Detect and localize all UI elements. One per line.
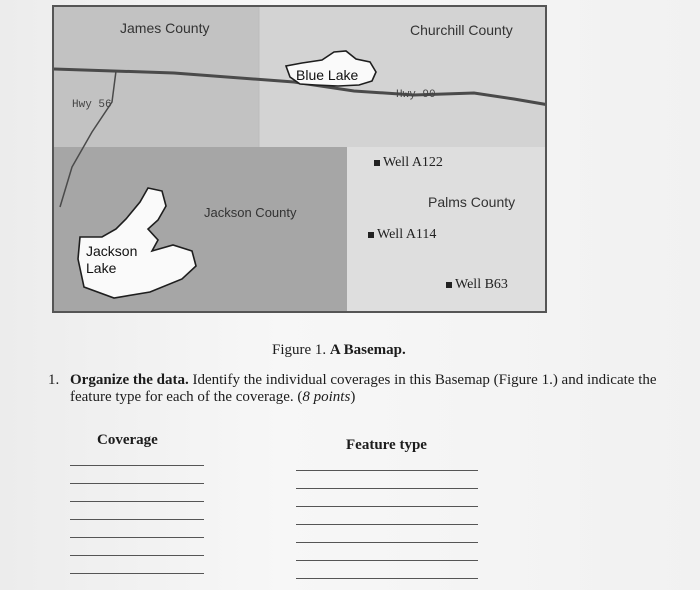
question-1 [48, 372, 658, 406]
coverage-answer-line[interactable] [70, 537, 204, 538]
feature-type-answer-line[interactable] [296, 470, 478, 471]
well-marker-icon [368, 232, 374, 238]
feature-type-answer-line[interactable] [296, 560, 478, 561]
question-points: 8 points [302, 389, 351, 405]
jackson-lake-label-line1: Jackson [86, 243, 138, 259]
palms-county-label: Palms County [428, 194, 516, 210]
question-text: Identify the individual coverages in this Basemap (Figure 1.) and indicate the feature type for each of the coverage. ( [70, 372, 657, 405]
well-b63-label: Well B63 [455, 277, 508, 292]
coverage-answer-line[interactable] [70, 519, 204, 520]
feature-type-answer-line[interactable] [296, 542, 478, 543]
coverage-answer-line[interactable] [70, 555, 204, 556]
feature-type-answer-line[interactable] [296, 488, 478, 489]
figure-caption-title: A Basemap. [329, 342, 406, 358]
question-body [70, 372, 658, 406]
well-a122 [374, 155, 443, 171]
question-close: ) [350, 389, 356, 405]
well-a114-label: Well A114 [377, 227, 437, 242]
well-b63 [446, 277, 508, 293]
feature-type-answer-line[interactable] [296, 524, 478, 525]
coverage-answer-line[interactable] [70, 501, 204, 502]
hwy-90-label: Hwy 90 [396, 89, 436, 101]
feature-type-column-header: Feature type [346, 437, 427, 453]
churchill-county-label: Churchill County [410, 22, 513, 38]
jackson-county-label: Jackson County [204, 205, 297, 220]
question-lead: Organize the data. [70, 372, 189, 388]
coverage-answer-line[interactable] [70, 465, 204, 466]
well-marker-icon [374, 160, 380, 166]
feature-type-answer-line[interactable] [296, 578, 478, 579]
feature-type-answer-line[interactable] [296, 506, 478, 507]
figure-caption [272, 342, 406, 359]
coverage-answer-line[interactable] [70, 483, 204, 484]
well-a114 [368, 227, 436, 243]
coverage-answer-line[interactable] [70, 573, 204, 574]
figure-caption-prefix: Figure 1. [272, 342, 330, 358]
james-county-label: James County [120, 20, 210, 36]
well-marker-icon [446, 282, 452, 288]
coverage-column-header: Coverage [97, 432, 158, 448]
basemap-svg [54, 7, 547, 313]
blue-lake-label: Blue Lake [296, 67, 359, 83]
hwy-56-label: Hwy 56 [72, 99, 112, 111]
basemap-figure [52, 5, 547, 313]
well-a122-label: Well A122 [383, 155, 443, 170]
question-number: 1. [48, 372, 60, 388]
jackson-lake-label-line2: Lake [86, 260, 117, 276]
